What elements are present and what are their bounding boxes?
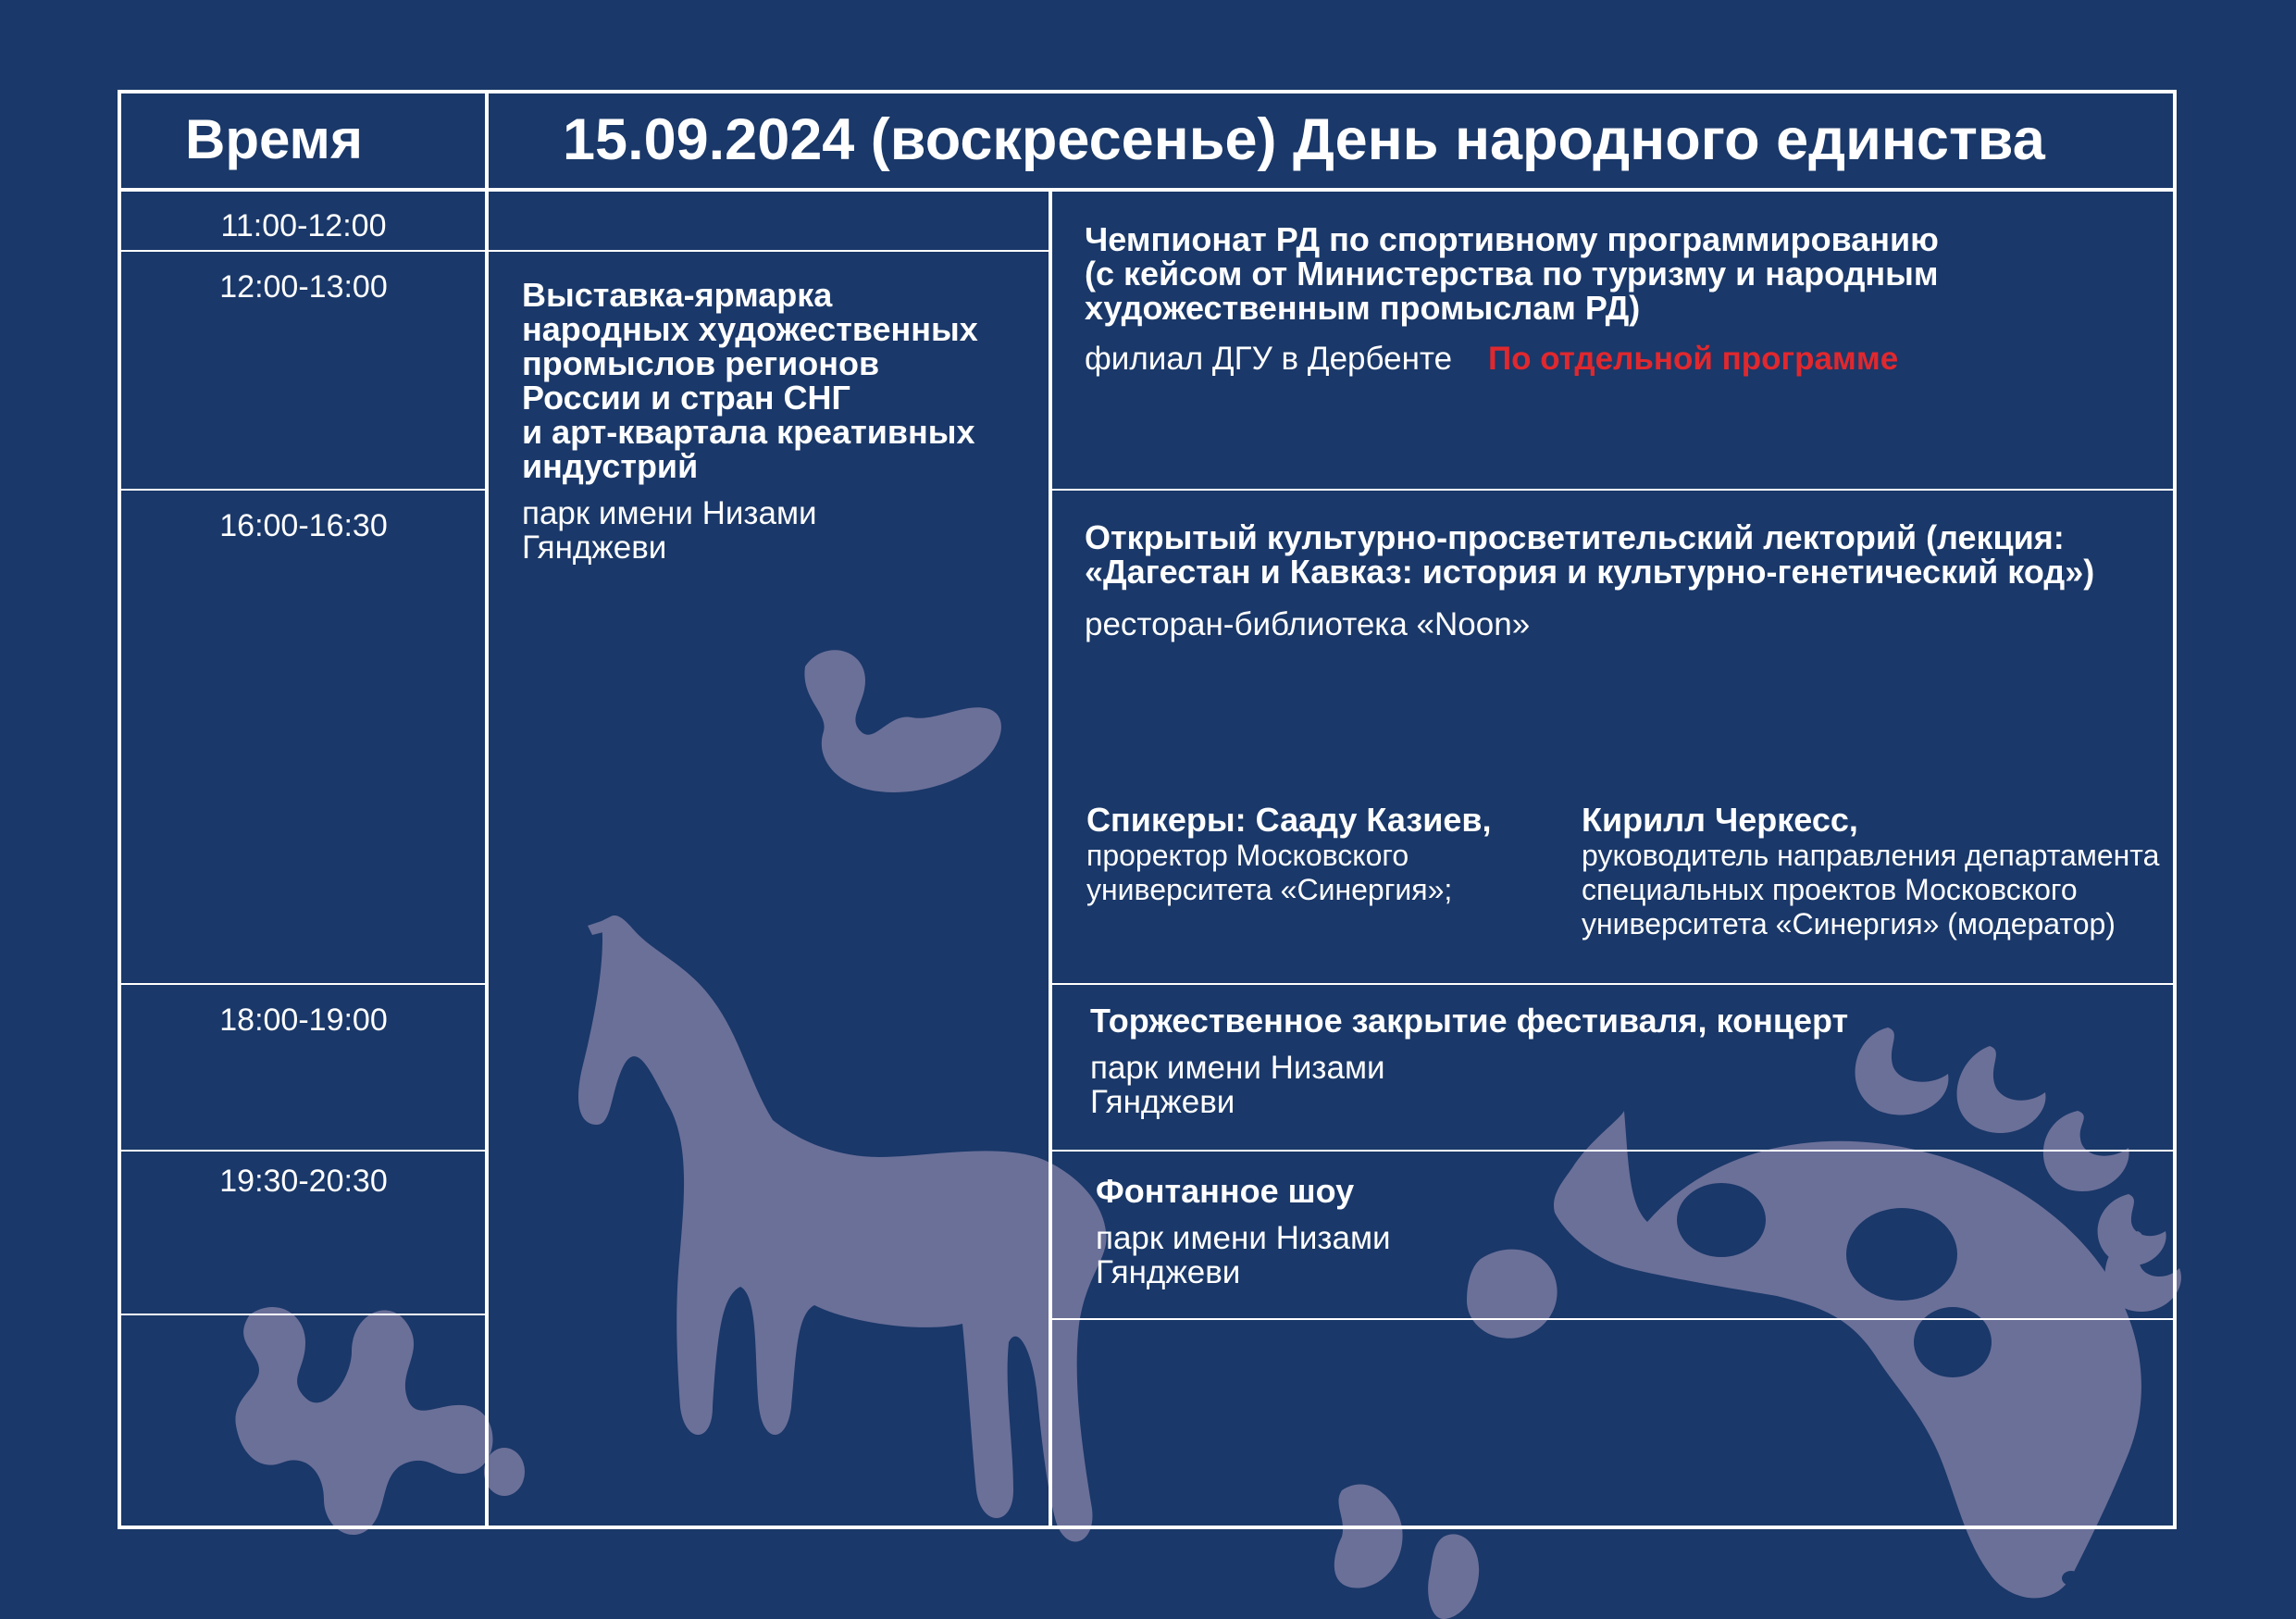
time-slot: 19:30-20:30 [219,1164,388,1199]
event-location: ресторан-библиотека «Noon» [1085,606,1531,642]
speaker-role-line: университета «Синергия» (модератор) [1582,907,2116,940]
event-title-line: России и стран СНГ [522,379,850,417]
event-location-line: парк имени Низами [1090,1050,1385,1086]
event-title-line: народных художественных [522,310,978,348]
event-title-line: Чемпионат РД по спортивному программированию [1085,220,1939,258]
time-slot: 11:00-12:00 [220,208,387,243]
event-title-line: индустрий [522,447,699,485]
speaker-role-line: руководитель направления департамента [1582,839,2160,872]
speaker-name: Спикеры: Сааду Казиев, [1086,801,1492,839]
championship-event [1085,222,1939,376]
event-location-line: Гянджеви [1096,1254,1241,1290]
event-title-line: и арт-квартала креативных [522,413,975,451]
event-location-line: парк имени Низами [1096,1220,1391,1256]
speaker-1 [1086,802,1491,907]
speaker-name: Кирилл Черкесс, [1582,801,1858,839]
time-slot: 18:00-19:00 [219,1003,388,1038]
time-column-header: Время [185,108,363,170]
speaker-2 [1582,802,2159,941]
closing-ceremony-event [1090,1003,1848,1119]
event-title-line: Выставка-ярмарка [522,276,833,314]
speaker-role-line: специальных проектов Московского [1582,873,2078,906]
event-title-line: Фонтанное шоу [1096,1172,1355,1210]
event-title-line: (с кейсом от Министерства по туризму и народным [1085,255,1939,293]
date-title: 15.09.2024 (воскресенье) День народного единства [563,107,2045,172]
event-title-line: Торжественное закрытие фестиваля, концерт [1090,1002,1849,1040]
exhibition-event [522,278,978,565]
speaker-role-line: проректор Московского [1086,839,1409,872]
fountain-show-event [1096,1174,1391,1289]
event-location: филиал ДГУ в Дербенте [1085,341,1453,377]
time-slot: 12:00-13:00 [219,269,388,305]
event-location-line: парк имени Низами [522,495,817,531]
lecture-event [1085,520,2094,641]
time-slot: 16:00-16:30 [219,508,388,543]
event-title-line: промыслов регионов [522,344,880,382]
event-location-line: Гянджеви [1090,1084,1235,1120]
speaker-role-line: университета «Синергия»; [1086,873,1453,906]
separate-program-note: По отдельной программе [1487,341,1899,377]
event-location-line: Гянджеви [522,529,667,566]
event-title-line: Открытый культурно-просветительский лекторий (лекция: [1085,518,2065,556]
event-title-line: «Дагестан и Кавказ: история и культурно-генетический код») [1085,553,2095,591]
event-title-line: художественным промыслам РД) [1085,289,1641,327]
